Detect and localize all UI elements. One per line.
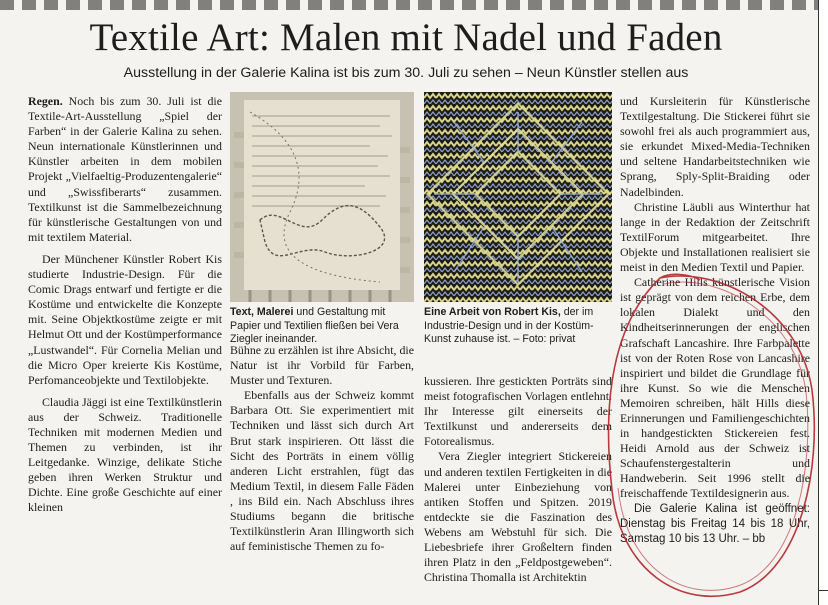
paragraph: kussieren. Ihre gestickten Porträts sind meist fotografischen Vorlagen entlehnt. Ihr Interesse gilt einerseits der Textilkunst und andererseits dem Fotorealismus. <box>424 374 612 449</box>
opening-hours-text: Die Galerie Kalina ist geöffnet: Dienstag bis Freitag 14 bis 18 Uhr, Samstag 10 bis 13 Uhr. <box>620 502 810 545</box>
top-decorative-rule <box>0 0 828 10</box>
article-column-1 <box>28 94 222 516</box>
article-column-4 <box>620 94 810 547</box>
caption-text: und Gestaltung mit Papier und Textilien fließen bei Vera Ziegler ineinander. <box>230 306 399 345</box>
subheadline: Ausstellung in der Galerie Kalina ist bis zum 30. Juli zu sehen – Neun Künstler stellen aus <box>123 65 689 81</box>
article-column-3 <box>424 374 612 585</box>
paragraph: Catherine Hills künstlerische Vision ist geprägt von dem reichen Erbe, dem lokalen Dialekt und den Kindheitserinnerungen der englischen Grafschaft Lancashire. Ihre Farbpalette ist von der Roten Rose von Lancashire inspiriert und bildet die Grundlage für ihre Kunst. So wie die Menschen Memoiren schreiben, hält Hills diese Erinnerungen und Familiengeschichten in handgestickten Stickereien fest. Heidi Arnold aus der Schweiz ist Schaufenstergestalterin und Handweberin. Seit 1996 stellt die freischaffende Textildesignerin aus. <box>620 275 810 501</box>
paragraph-text: Noch bis zum 30. Juli ist die Textile-Art-Ausstellung „Spiel der Farben“ in der Galerie Kalina zu sehen. Neun internationale Künstlerinnen und Künstler arbeiten in dem mobilen Projekt „Vielfaeltig-Produzentengalerie“ und „Swissfiberarts“ zusammen. Textilkunst ist die Sammelbezeichnung für künstlerische Gestaltungen von und mit textilem Material. <box>28 94 222 244</box>
opening-hours <box>620 502 810 547</box>
photo-caption-2 <box>424 306 612 347</box>
paragraph: Ebenfalls aus der Schweiz kommt Barbara Ott. Sie experimentiert mit Techniken und lässt sich durch Art Brut stark inspirieren. Ott lässt die Sicht des Porträts in einem völlig anderen Licht erstrahlen, fügt das Medium Textil, in diesem Falle Fäden , ins Bild ein. Nach Abschluss ihres Studiums begann die britische Textilkünstlerin Aran Illingworth sich auf feministische Themen zu fo- <box>230 388 414 554</box>
photo-robert-kis-artwork <box>424 92 612 302</box>
paragraph: Bühne zu erzählen ist ihre Absicht, die Natur ist ihr Vorbild für Farben, Muster und Texturen. <box>230 343 414 388</box>
column-divider <box>818 0 819 605</box>
paragraph: Claudia Jäggi ist eine Textilkünstlerin aus der Schweiz. Traditionelle Techniken mit modernen Medien und Themen zu verbinden, ist ihr Leitgedanke. Winzige, delikate Stiche geben ihren Werken Struktur und Dichte. Eine große Geschichte auf einer kleinen <box>28 394 222 515</box>
author-signature: – bb <box>742 532 766 545</box>
caption-bold: Eine Arbeit von Robert Kis, <box>424 306 561 318</box>
divider <box>818 590 828 591</box>
photo-caption-1 <box>230 306 414 347</box>
dateline: Regen. <box>28 94 63 108</box>
paragraph: Vera Ziegler integriert Stickereien und anderen textilen Fertigkeiten in die Malerei unter Einbeziehung von antiken Stoffen und Spitzen. 2019 entdeckte sie die Faszination des Webens am Webstuhl für sich. Die Liebesbriefe ihrer Großeltern finden ihren Platz in den „Feldpostgeweben“. Christina Thomalla ist Architektin <box>424 449 612 585</box>
headline: Textile Art: Malen mit Nadel und Faden <box>89 16 723 59</box>
paragraph: Der Münchener Künstler Robert Kis studierte Industrie-Design. Für die Comic Drags entwarf und fertigte er die Kostüme und entwickelte die Konzepte mit. Seine Objektkostüme zeigte er mit Helmut Ott und der Kostümperformance „Lustwandel“. Für Cornelia Melian und die Micro Oper kreierte Kis Kostüme, Perfomanceobjekte und Textilobjekte. <box>28 251 222 387</box>
maze-pattern-artwork-image <box>424 92 612 302</box>
caption-bold: Text, Malerei <box>230 306 294 318</box>
photo-vera-ziegler-artwork <box>230 92 414 302</box>
article-column-2 <box>230 343 414 554</box>
caption-text: der im Industrie-Design und in der Kostüm-Kunst zuhause ist. – Foto: privat <box>424 306 594 345</box>
textile-artwork-image <box>230 92 414 302</box>
lead-paragraph <box>28 94 222 245</box>
right-margin-panel <box>819 0 828 605</box>
paragraph: und Kursleiterin für Künstlerische Textilgestaltung. Die Stickerei führt sie sowohl frei als auch programmiert aus, sie erkundet Mixed-Media-Techniken und seltene Handarbeitstechniken wie Sprang, Sply-Split-Braiding oder Nadelbinden. <box>620 94 810 199</box>
paragraph: Christine Läubli aus Winterthur hat lange in der Redaktion der Zeitschrift TextilForum mitgearbeitet. Ihre Objekte und Installationen realisiert sie meist in den Medien Textil und Papier. <box>620 199 810 275</box>
